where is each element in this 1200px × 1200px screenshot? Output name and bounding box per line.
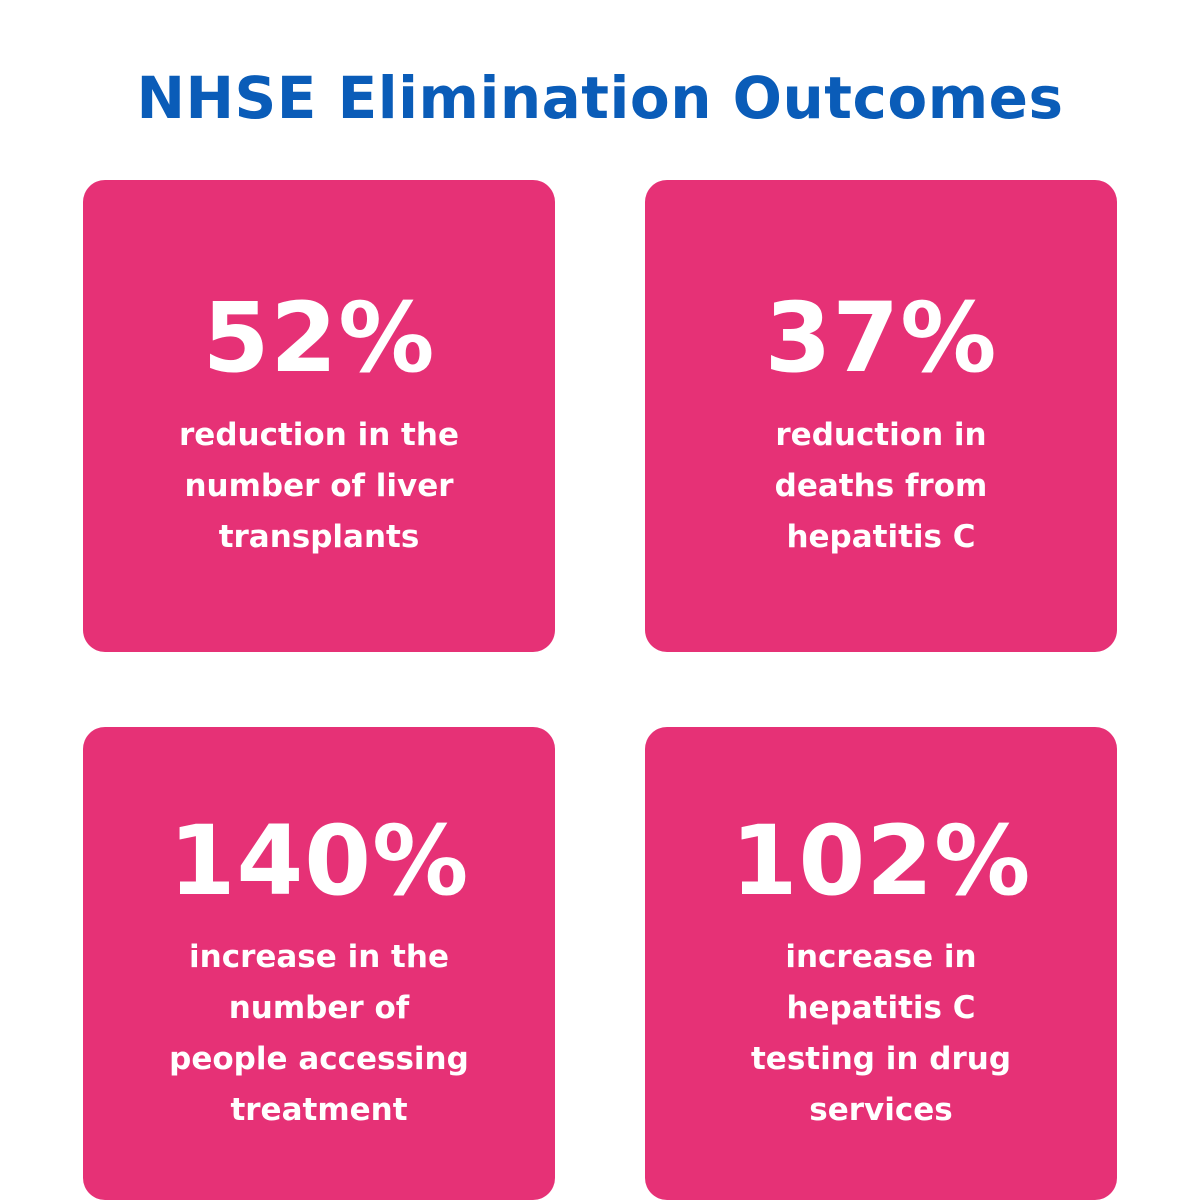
stat-card-testing-drug-services: [645, 727, 1117, 1200]
description-line: hepatitis C: [786, 990, 976, 1026]
stat-description: [113, 410, 525, 563]
stat-card-deaths: [645, 180, 1117, 652]
stat-card-liver-transplants: [83, 180, 555, 652]
stat-value: 52%: [202, 282, 436, 394]
stat-description: [675, 410, 1087, 563]
description-line: transplants: [218, 519, 420, 555]
description-line: number of liver: [184, 468, 454, 504]
description-line: reduction in: [775, 417, 987, 453]
stat-value: 102%: [730, 805, 1032, 917]
description-line: increase in: [785, 939, 977, 975]
description-line: people accessing: [169, 1041, 469, 1077]
description-line: deaths from: [774, 468, 988, 504]
stat-description: [113, 932, 525, 1136]
stat-value: 140%: [168, 805, 470, 917]
description-line: increase in the: [189, 939, 449, 975]
stat-description: [675, 932, 1087, 1136]
description-line: number of: [228, 990, 410, 1026]
stat-card-treatment-access: [83, 727, 555, 1200]
page-title: NHSE Elimination Outcomes: [136, 64, 1064, 132]
description-line: services: [809, 1092, 953, 1128]
description-line: reduction in the: [179, 417, 459, 453]
description-line: testing in drug: [750, 1041, 1012, 1077]
description-line: treatment: [230, 1092, 408, 1128]
stat-value: 37%: [764, 282, 998, 394]
description-line: hepatitis C: [786, 519, 976, 555]
